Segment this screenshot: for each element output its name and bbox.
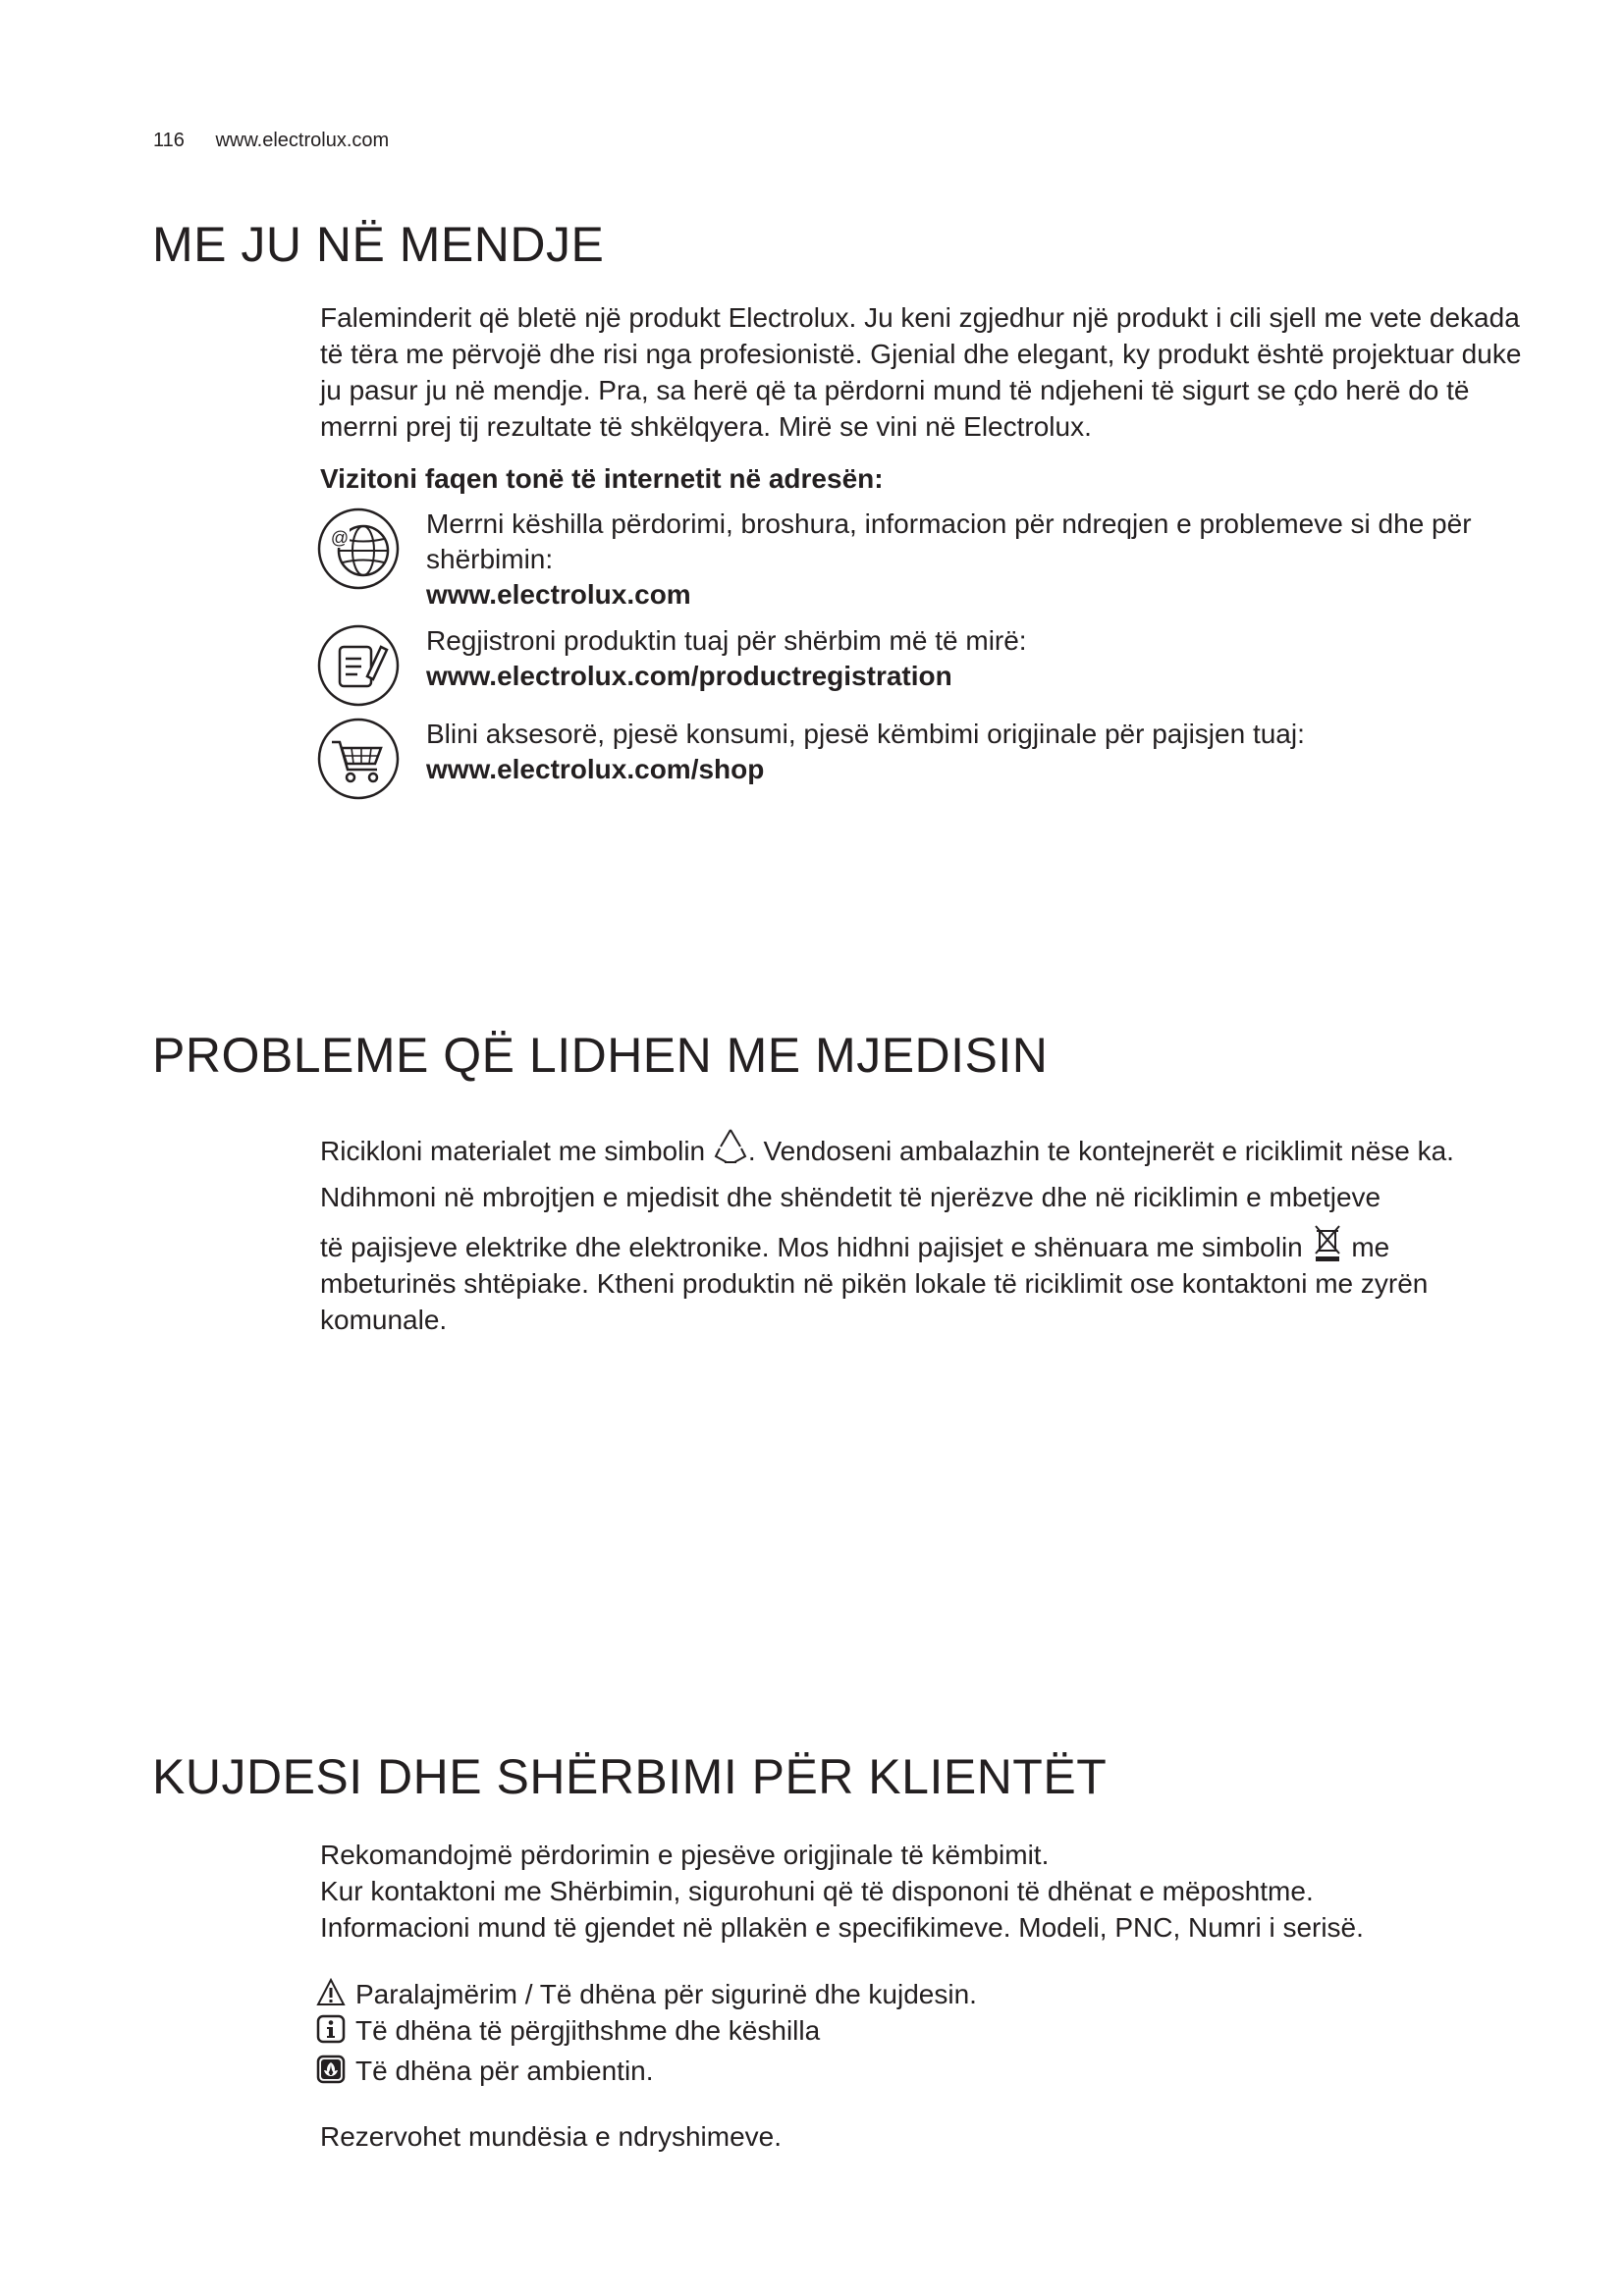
recycle-text-end: . Vendoseni ambalazhin te kontejnerët e riciklimit nëse ka.: [747, 1136, 1454, 1166]
intro-paragraph: Faleminderit që bletë një produkt Electrolux. Ju keni zgjedhur një produkt i cili sjell me vete dekada të tëra me përvojë dhe risi nga profesionistë. Gjenial dhe elegant, ky produkt është projektuar duke ju pasur ju në mendje. Pra, sa herë që ta përdorni mund të ndjeheni të sigurt se çdo herë do të merrni prej tij rezultate të shkëlqyera. Mirë se vini në Electrolux.: [320, 302, 1522, 442]
recycle-text-start: Ricikloni materialet me simbolin: [320, 1136, 706, 1166]
registration-icon: [316, 623, 401, 708]
section-title-me-ju-ne-mendje: ME JU NË MENDJE: [152, 217, 605, 272]
service-paragraph: [320, 1837, 1538, 1946]
legend-info: [316, 2013, 820, 2049]
environment-paragraph: [320, 1127, 1518, 1338]
resource-text-shop: Blini aksesorë, pjesë konsumi, pjesë këmbimi origjinale për pajisjen tuaj:: [426, 719, 1305, 749]
info-icon: [316, 2014, 346, 2044]
crossed-bin-icon: [1311, 1223, 1344, 1262]
legend-environment: [316, 2054, 654, 2089]
resource-text-registration: Regjistroni produktin tuaj për shërbim më të mirë:: [426, 625, 1027, 656]
header-website: www.electrolux.com: [215, 130, 390, 151]
link-productregistration[interactable]: www.electrolux.com/productregistration: [426, 661, 952, 691]
globe-icon: [316, 507, 401, 591]
environment-icon: [316, 2055, 346, 2084]
page-number: 116: [153, 130, 185, 151]
visit-label: Vizitoni faqen tonë të internetit në adresën:: [320, 463, 884, 494]
service-line-1: Rekomandojmë përdorimin e pjesëve origjinale të këmbimit.: [320, 1840, 1050, 1870]
service-line-3: Informacioni mund të gjendet në pllakën e specifikimeve. Modeli, PNC, Numri i serisë.: [320, 1912, 1364, 1943]
weee-text-2: të pajisjeve elektrike dhe elektronike. Mos hidhni pajisjet e shënuara me simbolin: [320, 1232, 1303, 1262]
link-shop[interactable]: www.electrolux.com/shop: [426, 754, 765, 784]
legend-info-text: Të dhëna të përgjithshme dhe këshilla: [355, 2015, 821, 2046]
footer-note: Rezervohet mundësia e ndryshimeve.: [320, 2121, 783, 2152]
resource-text-advice: Merrni këshilla përdorimi, broshura, informacion për ndreqjen e problemeve si dhe për shërbimin:: [426, 508, 1472, 574]
svg-text:@: @: [330, 528, 350, 548]
weee-text-3: me mbeturinës shtëpiake. Ktheni produktin në pikën lokale të riciklimit ose kontaktoni me zyrën komunale.: [320, 1232, 1429, 1335]
link-electrolux[interactable]: www.electrolux.com: [426, 579, 691, 610]
page-header: [153, 130, 414, 152]
legend-warning: [316, 1977, 977, 2012]
recycle-icon: [713, 1127, 748, 1166]
cart-icon: [316, 717, 401, 801]
legend-warning-text: Paralajmërim / Të dhëna për sigurinë dhe kujdesin.: [355, 1979, 977, 2009]
legend-environment-text: Të dhëna për ambientin.: [355, 2056, 654, 2086]
warning-icon: [316, 1978, 346, 2007]
section-title-probleme-mjedisin: PROBLEME QË LIDHEN ME MJEDISIN: [152, 1028, 1049, 1083]
weee-text-1: Ndihmoni në mbrojtjen e mjedisit dhe shëndetit të njerëzve dhe në riciklimin e mbetjeve: [320, 1182, 1381, 1212]
section-title-kujdesi-sherbimi: KUJDESI DHE SHËRBIMI PËR KLIENTËT: [152, 1749, 1108, 1804]
service-line-2: Kur kontaktoni me Shërbimin, sigurohuni që të dispononi të dhënat e mëposhtme.: [320, 1876, 1314, 1906]
